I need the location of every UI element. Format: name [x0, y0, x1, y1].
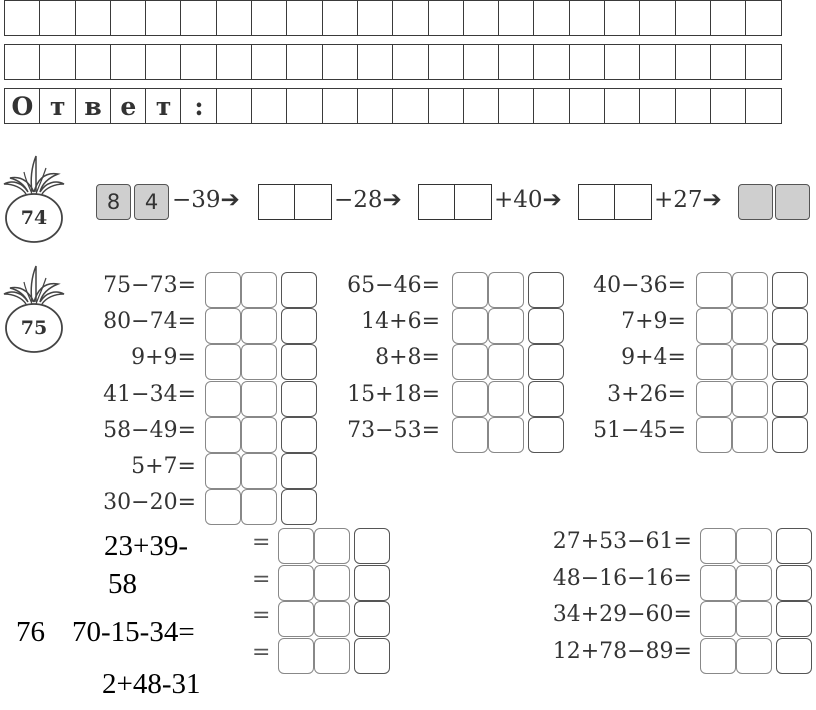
grid-cell[interactable] — [604, 44, 641, 80]
answer-label-letter: т — [145, 88, 182, 124]
grid-cell[interactable] — [392, 44, 429, 80]
answer-box[interactable] — [772, 344, 808, 380]
grid-cell[interactable] — [4, 44, 41, 80]
answer-box[interactable] — [772, 272, 808, 308]
answer-box[interactable] — [241, 344, 277, 380]
answer-boxes — [452, 344, 564, 380]
answer-box[interactable] — [732, 308, 768, 344]
grid-cell[interactable] — [216, 0, 253, 36]
answer-box[interactable] — [241, 489, 277, 525]
answer-boxes — [205, 453, 317, 489]
grid-cell[interactable] — [745, 0, 782, 36]
answer-box[interactable] — [354, 601, 390, 637]
answer-box[interactable] — [488, 308, 524, 344]
grid-cell[interactable] — [322, 88, 359, 124]
grid-cell[interactable] — [463, 88, 500, 124]
pineapple-icon-75 — [2, 262, 66, 354]
pineapple-icon-74 — [2, 152, 66, 244]
grid-cell[interactable] — [75, 44, 112, 80]
answer-box[interactable] — [281, 272, 317, 308]
exercise-expression: 8+8= — [375, 345, 440, 371]
answer-boxes — [278, 638, 390, 674]
grid-cell[interactable] — [675, 88, 712, 124]
answer-box[interactable] — [205, 272, 241, 308]
arrow-right-icon: ➔ — [220, 187, 240, 213]
grid-cell[interactable] — [533, 88, 570, 124]
grid-cell[interactable] — [710, 0, 747, 36]
answer-box[interactable] — [700, 565, 736, 601]
grid-cell[interactable] — [322, 0, 359, 36]
grid-cell[interactable] — [180, 44, 217, 80]
answer-boxes — [452, 272, 564, 308]
answer-box[interactable] — [528, 308, 564, 344]
answer-box[interactable] — [452, 308, 488, 344]
task76-line-2: 58 — [108, 568, 137, 600]
grid-cell[interactable] — [110, 0, 147, 36]
answer-box[interactable] — [776, 565, 812, 601]
answer-boxes — [205, 272, 317, 308]
answer-box[interactable] — [772, 417, 808, 453]
grid-cell[interactable] — [498, 88, 535, 124]
answer-box[interactable] — [205, 344, 241, 380]
answer-box[interactable] — [452, 381, 488, 417]
grid-cell[interactable] — [216, 88, 253, 124]
operation-1-text: −39 — [172, 187, 221, 213]
exercise-expression: 14+6= — [361, 309, 440, 335]
grid-cell[interactable] — [251, 88, 288, 124]
answer-box[interactable] — [732, 272, 768, 308]
task-number-74: 74 — [20, 207, 48, 229]
grid-cell[interactable] — [39, 44, 76, 80]
answer-box[interactable] — [776, 601, 812, 637]
grid-cell[interactable] — [569, 0, 606, 36]
grid-cell[interactable] — [75, 0, 112, 36]
start-digit-tens: 8 — [96, 184, 131, 220]
grid-cell[interactable] — [110, 44, 147, 80]
operation-4-text: +27 — [654, 187, 703, 213]
grid-cell[interactable] — [498, 0, 535, 36]
grid-cell[interactable] — [286, 88, 323, 124]
grid-cell[interactable] — [745, 88, 782, 124]
answer-label-letter: т — [39, 88, 76, 124]
answer-boxes — [278, 565, 390, 601]
grid-cell[interactable] — [180, 0, 217, 36]
answer-box[interactable] — [696, 417, 732, 453]
answer-box[interactable] — [452, 272, 488, 308]
operation-3 — [494, 187, 562, 213]
answer-box[interactable] — [696, 272, 732, 308]
arrow-right-icon: ➔ — [702, 187, 722, 213]
answer-box[interactable] — [452, 344, 488, 380]
answer-box[interactable] — [281, 417, 317, 453]
grid-cell[interactable] — [463, 0, 500, 36]
answer-box[interactable] — [488, 417, 524, 453]
grid-cell[interactable] — [357, 88, 394, 124]
grid-cell[interactable] — [286, 44, 323, 80]
answer-box[interactable] — [241, 453, 277, 489]
grid-cell[interactable] — [4, 0, 41, 36]
operation-1 — [172, 187, 240, 213]
answer-box[interactable] — [732, 344, 768, 380]
answer-box[interactable] — [700, 528, 736, 564]
answer-boxes — [700, 601, 812, 637]
answer-box[interactable] — [776, 528, 812, 564]
exercise-expression: 48−16−16= — [552, 565, 692, 591]
grid-row-2 — [4, 44, 816, 80]
exercise-expression: 30−20= — [103, 490, 196, 516]
answer-box[interactable] — [278, 638, 314, 674]
task76-line-3: 70-15-34= — [72, 616, 195, 648]
answer-box[interactable] — [736, 638, 772, 674]
answer-box[interactable] — [528, 417, 564, 453]
answer-box[interactable] — [736, 528, 772, 564]
exercise-expression: 65−46= — [347, 273, 440, 298]
grid-cell[interactable] — [428, 88, 465, 124]
answer-boxes — [700, 528, 812, 564]
grid-cell[interactable] — [639, 0, 676, 36]
grid-cell[interactable] — [286, 0, 323, 36]
arrow-right-icon: ➔ — [382, 187, 402, 213]
answer-box[interactable] — [696, 381, 732, 417]
exercise-expression: 40−36= — [593, 273, 686, 298]
exercise-expression: 41−34= — [103, 381, 196, 407]
exercise-expression: 27+53−61= — [552, 529, 692, 554]
answer-box-2[interactable] — [418, 184, 492, 220]
grid-cell[interactable] — [533, 44, 570, 80]
exercise-expression: 34+29−60= — [552, 602, 692, 627]
answer-box[interactable] — [205, 417, 241, 453]
exercise-expression: 12+78−89= — [552, 638, 692, 664]
grid-cell[interactable] — [639, 88, 676, 124]
answer-box[interactable] — [278, 601, 314, 637]
grid-cell[interactable] — [145, 44, 182, 80]
answer-box[interactable] — [241, 308, 277, 344]
answer-box[interactable] — [696, 344, 732, 380]
grid-cell[interactable] — [745, 44, 782, 80]
answer-box[interactable] — [488, 381, 524, 417]
answer-boxes — [700, 565, 812, 601]
answer-boxes — [700, 638, 812, 674]
exercise-expression: 9+4= — [621, 345, 686, 371]
answer-box[interactable] — [732, 381, 768, 417]
answer-boxes — [452, 381, 564, 417]
grid-cell[interactable] — [392, 88, 429, 124]
answer-boxes — [452, 308, 564, 344]
answer-box[interactable] — [314, 638, 350, 674]
task76-line-4: 2+48-31 — [102, 668, 201, 700]
task-number-76: 76 — [16, 616, 45, 648]
answer-box[interactable] — [772, 308, 808, 344]
grid-cell[interactable] — [428, 44, 465, 80]
exercise-expression: 5+7= — [131, 454, 196, 479]
answer-box[interactable] — [281, 344, 317, 380]
answer-box[interactable] — [314, 565, 350, 601]
grid-cell[interactable] — [533, 0, 570, 36]
answer-box[interactable] — [354, 565, 390, 601]
answer-box[interactable] — [241, 381, 277, 417]
answer-boxes — [452, 417, 564, 453]
operation-4 — [654, 187, 722, 213]
exercise-expression: 58−49= — [103, 417, 196, 443]
grid-cell[interactable] — [392, 0, 429, 36]
grid-cell[interactable] — [251, 0, 288, 36]
answer-box[interactable] — [281, 489, 317, 525]
answer-box[interactable] — [314, 601, 350, 637]
grid-row-1 — [4, 0, 816, 36]
answer-box[interactable] — [354, 528, 390, 564]
answer-box[interactable] — [488, 344, 524, 380]
answer-box[interactable] — [528, 344, 564, 380]
answer-box[interactable] — [281, 308, 317, 344]
grid-cell[interactable] — [463, 44, 500, 80]
answer-box[interactable] — [354, 638, 390, 674]
grid-cell[interactable] — [639, 44, 676, 80]
equals-sign: = — [252, 603, 271, 628]
answer-box[interactable] — [736, 565, 772, 601]
answer-box[interactable] — [772, 381, 808, 417]
grid-cell[interactable] — [39, 0, 76, 36]
answer-box[interactable] — [488, 272, 524, 308]
equals-sign: = — [252, 566, 271, 592]
grid-cell[interactable] — [675, 0, 712, 36]
answer-box[interactable] — [528, 272, 564, 308]
grid-cell[interactable] — [604, 88, 641, 124]
grid-cell[interactable] — [322, 44, 359, 80]
answer-box-1[interactable] — [258, 184, 332, 220]
answer-boxes — [696, 381, 808, 417]
answer-box[interactable] — [205, 489, 241, 525]
exercise-expression: 75−73= — [103, 273, 196, 298]
grid-cell[interactable] — [675, 44, 712, 80]
answer-label-letter: О — [4, 88, 41, 124]
answer-boxes — [205, 417, 317, 453]
answer-box[interactable] — [528, 381, 564, 417]
answer-box[interactable] — [736, 601, 772, 637]
answer-box[interactable] — [314, 528, 350, 564]
answer-label-letter: : — [180, 88, 217, 124]
answer-box[interactable] — [278, 565, 314, 601]
answer-box[interactable] — [281, 381, 317, 417]
answer-box[interactable] — [205, 453, 241, 489]
exercise-expression: 80−74= — [103, 309, 196, 335]
operation-2-text: −28 — [334, 187, 383, 213]
grid-cell[interactable] — [498, 44, 535, 80]
answer-box[interactable] — [205, 308, 241, 344]
answer-boxes — [696, 417, 808, 453]
answer-label-letter: в — [75, 88, 112, 124]
answer-boxes — [278, 528, 390, 564]
exercise-expression: 3+26= — [607, 381, 686, 407]
answer-box[interactable] — [205, 381, 241, 417]
grid-cell[interactable] — [357, 0, 394, 36]
exercise-expression: 15+18= — [347, 381, 440, 407]
answer-boxes — [205, 489, 317, 525]
answer-box[interactable] — [696, 308, 732, 344]
grid-cell[interactable] — [710, 88, 747, 124]
answer-boxes — [205, 381, 317, 417]
equals-sign: = — [252, 639, 271, 665]
final-box-tens[interactable] — [738, 184, 773, 220]
answer-box[interactable] — [241, 272, 277, 308]
answer-boxes — [696, 308, 808, 344]
exercise-expression: 73−53= — [347, 417, 440, 443]
start-digit-ones: 4 — [134, 184, 169, 220]
answer-boxes — [205, 308, 317, 344]
grid-cell[interactable] — [710, 44, 747, 80]
answer-box[interactable] — [241, 417, 277, 453]
answer-box[interactable] — [700, 638, 736, 674]
answer-box[interactable] — [776, 638, 812, 674]
task76-line-1: 23+39- — [104, 530, 189, 562]
answer-box[interactable] — [281, 453, 317, 489]
grid-cell[interactable] — [251, 44, 288, 80]
answer-box[interactable] — [700, 601, 736, 637]
grid-cell[interactable] — [428, 0, 465, 36]
answer-row — [4, 88, 816, 124]
answer-label-letter: е — [110, 88, 147, 124]
exercise-expression: 7+9= — [621, 309, 686, 335]
answer-box-3[interactable] — [578, 184, 652, 220]
grid-cell[interactable] — [357, 44, 394, 80]
final-box-ones[interactable] — [775, 184, 810, 220]
exercise-expression: 51−45= — [593, 417, 686, 443]
grid-cell[interactable] — [145, 0, 182, 36]
grid-cell[interactable] — [569, 44, 606, 80]
arrow-right-icon: ➔ — [542, 187, 562, 213]
answer-boxes — [696, 272, 808, 308]
answer-boxes — [278, 601, 390, 637]
exercise-expression: 9+9= — [131, 345, 196, 371]
operation-3-text: +40 — [494, 187, 543, 213]
answer-boxes — [205, 344, 317, 380]
operation-2 — [334, 187, 402, 213]
answer-box[interactable] — [732, 417, 768, 453]
task-number-75: 75 — [20, 317, 48, 339]
equals-sign: = — [252, 530, 271, 555]
answer-box[interactable] — [452, 417, 488, 453]
answer-box[interactable] — [278, 528, 314, 564]
grid-cell[interactable] — [569, 88, 606, 124]
grid-cell[interactable] — [216, 44, 253, 80]
answer-boxes — [696, 344, 808, 380]
grid-cell[interactable] — [604, 0, 641, 36]
